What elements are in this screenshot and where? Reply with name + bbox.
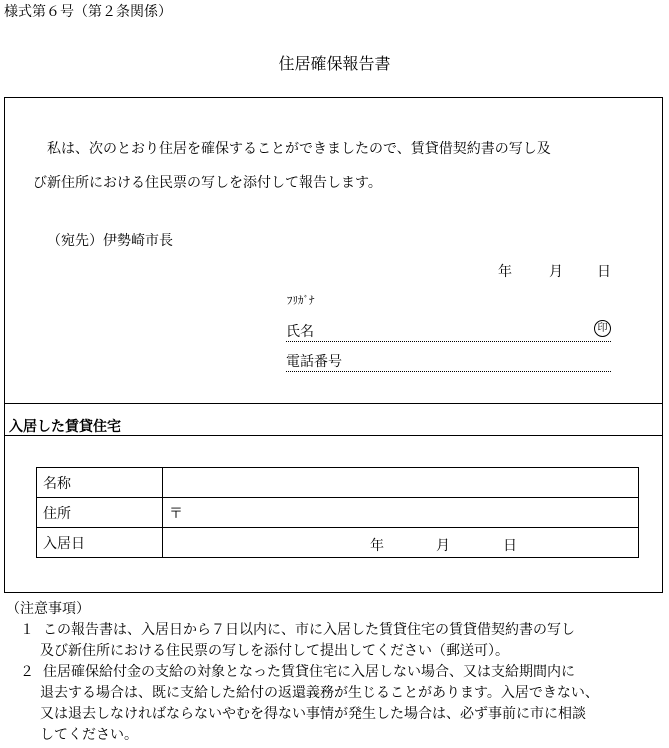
- postal-mark: 〒: [169, 505, 183, 522]
- rental-info-table: [36, 467, 639, 558]
- move-in-date-input[interactable]: [163, 528, 639, 558]
- rental-address-label: 住所: [37, 498, 163, 528]
- section-title: 入居した賃貸住宅: [9, 419, 121, 435]
- note-line: 及び新住所における住民票の写しを添付して提出してください（郵送可）。: [40, 643, 509, 659]
- date-month-label: 月: [549, 264, 563, 280]
- name-label: 氏名: [286, 324, 314, 340]
- seal-mark-icon: 印: [594, 320, 611, 337]
- declaration-line-2: び新住所における住民票の写しを添付して報告します。: [33, 175, 382, 191]
- furigana-label: ﾌﾘｶﾞﾅ: [287, 294, 315, 307]
- form-number: 様式第６号（第２条関係）: [4, 4, 172, 20]
- phone-label: 電話番号: [286, 354, 342, 370]
- table-row-move-in: [37, 528, 639, 558]
- move-in-day-label: 日: [503, 538, 517, 554]
- note-line: この報告書は、入居日から７日以内に、市に入居した賃貸住宅の賃貸借契約書の写し: [43, 622, 575, 638]
- rental-name-input[interactable]: [163, 468, 639, 498]
- note-number: １: [20, 622, 34, 638]
- declaration-line-1: 私は、次のとおり住居を確保することができましたので、賃貸借契約書の写し及: [47, 141, 551, 157]
- table-row-address: [37, 498, 639, 528]
- rental-address-input[interactable]: [163, 498, 639, 528]
- table-row-name: [37, 468, 639, 498]
- note-line: してください。: [40, 727, 138, 743]
- rental-name-label: 名称: [37, 468, 163, 498]
- date-day-label: 日: [597, 264, 611, 280]
- note-line: 退去する場合は、既に支給した給付の返還義務が生じることがあります。入居できない、: [40, 685, 599, 701]
- notes-title: （注意事項）: [6, 601, 90, 617]
- addressee: （宛先）伊勢崎市長: [47, 233, 173, 249]
- move-in-month-label: 月: [436, 538, 450, 554]
- name-field[interactable]: [286, 320, 611, 342]
- phone-field[interactable]: [286, 350, 611, 372]
- note-line: 住居確保給付金の支給の対象となった賃貸住宅に入居しない場合、又は支給期間内に: [43, 664, 575, 680]
- section-divider-top: [5, 403, 662, 404]
- note-number: ２: [20, 664, 34, 680]
- note-line: 又は退去しなければならないやむを得ない事情が発生した場合は、必ず事前に市に相談: [40, 706, 586, 722]
- move-in-year-label: 年: [370, 538, 384, 554]
- move-in-date-label: 入居日: [37, 528, 163, 558]
- document-title: 住居確保報告書: [278, 54, 391, 73]
- date-year-label: 年: [498, 264, 512, 280]
